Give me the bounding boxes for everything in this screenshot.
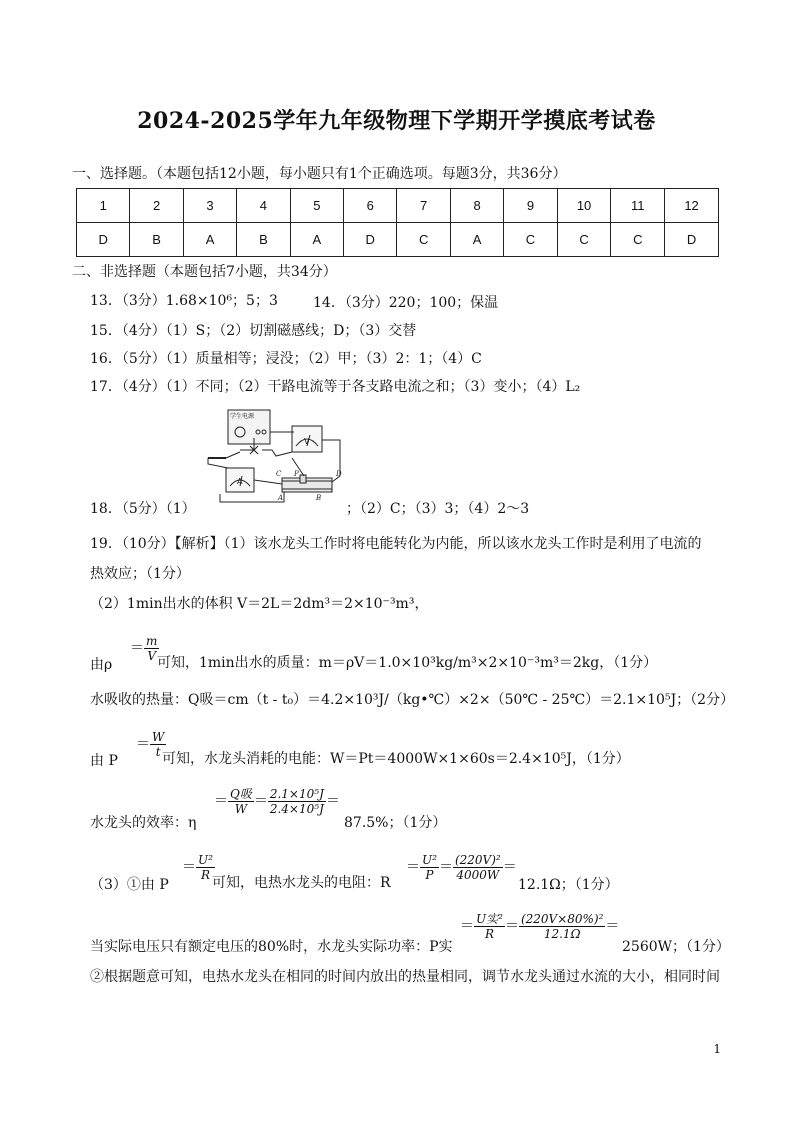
q19-heat: 水吸收的热量：Q吸＝cm（t - t₀）＝4.2×10³J/（kg•℃）×2×（50℃ - 25℃）＝2.1×10⁵J；（2分） [90,692,735,708]
eff-frac2-den: 2.4×10⁵J [269,802,324,816]
rho-frac-den: V [147,649,157,663]
pa-frac2-den: 12.1Ω [543,927,581,941]
answer-table-answer-cell: D [344,223,397,257]
rheostat-letter-a: A [278,494,284,502]
answer-table-number-cell: 6 [344,189,397,223]
pa-frac2-num: (220V×80%)² [520,912,604,926]
q19-r-mid: 可知，电热水龙头的电阻：R [212,875,391,891]
r-frac3-den: 4000W [456,868,500,882]
answer-table-answer-cell: C [504,223,557,257]
voltmeter-label: V [304,437,310,446]
circuit-diagram [200,406,348,514]
q19-p-prefix: 由 P [90,753,118,769]
answer-table-answer-cell: B [130,223,183,257]
answer-table-answer-cell: A [183,223,236,257]
r-frac1-den: R [200,868,210,882]
q16-answer: 16．（5分）（1）质量相等；浸没；（2）甲；（3）2：1；（4）C [90,351,482,367]
answer-table-number-cell: 5 [290,189,343,223]
r-frac2-num: U² [422,853,437,867]
q19-line3: （2）1min出水的体积 V＝2L＝2dm³＝2×10⁻³m³， [90,596,429,612]
eff-frac2-num: 2.1×10⁵J [269,787,324,801]
rheostat-letter-d: D [336,470,342,478]
q14-answer: 14．（3分）220；100；保温 [313,295,499,311]
answer-table-number-cell: 11 [611,189,665,223]
answer-table-number-cell: 3 [183,189,236,223]
rho-frac-num: m [146,634,158,648]
q19-pa-prefix: 当实际电压只有额定电压的80%时，水龙头实际功率：P实 [90,939,453,955]
q18-prefix: 18．（5分）（1） [90,501,196,517]
answer-table-number-cell: 12 [665,189,719,223]
r-frac1-num: U² [198,853,213,867]
q19-r-result: 12.1Ω；（1分） [518,877,619,893]
answer-table-answer-cell: C [557,223,611,257]
answer-table-answer-cell: C [397,223,450,257]
answer-table-number-cell: 8 [450,189,503,223]
q19-r-frac1: ＝ $\frac{\text{U²}}{R}$ [182,853,213,882]
q19-rho-prefix: 由ρ [90,657,113,673]
rheostat-body [282,478,332,492]
answer-table-number-cell: 7 [397,189,450,223]
answer-table-number-cell: 2 [130,189,183,223]
answer-table-answer-cell: D [665,223,719,257]
rheostat-letter-b: B [316,494,322,502]
q19-eff-result: 87.5%；（1分） [344,815,447,831]
eff-frac1-num: Q吸 [230,787,252,801]
r-frac2-den: P [425,868,434,882]
q19-eff-prefix: 水龙头的效率：η [90,815,197,831]
q19-r-prefix: （3）①由 P [90,877,169,893]
q18-suffix: ；（2）C；（3）3；（4）2～3 [346,501,530,517]
q19-pa-result: 2560W；（1分） [622,939,730,955]
q19-rho-result: 可知，1min出水的质量：m＝ρV＝1.0×10³kg/m³×2×10⁻³m³＝2kg，（1分） [157,655,658,671]
section1-heading: 一、选择题。（本题包括12小题，每小题只有1个正确选项。每题3分，共36分） [72,166,567,182]
answer-table-answer-cell: D [77,223,130,257]
q15-answer: 15．（4分）（1）S；（2）切割磁感线；D；（3）交替 [90,323,417,339]
q17-answer: 17．（4分）（1）不同；（2）干路电流等于各支路电流之和；（3）变小；（4）L₂ [90,379,581,395]
answer-table-answer-cell: A [450,223,503,257]
answer-table-number-row [77,189,719,223]
answer-table [76,188,719,257]
q19-line2: 热效应；（1分） [90,566,190,582]
q19-pa-fraction: ＝ $\frac{\text{U实²}}{R}$ ＝ $\frac{\text{(220V×80\%)²}}{12.1\Omega}$ ＝ [460,912,620,941]
answer-table-answer-cell: A [290,223,343,257]
r-frac3-num: (220V)² [454,853,501,867]
answer-table-number-cell: 10 [557,189,611,223]
rheostat-slider [300,475,306,483]
q19-rho-fraction: ＝ $\frac{m}{V}$ [130,634,158,663]
q19-eff-fraction: ＝ $\frac{\text{Q吸}}{W}$ ＝ $\frac{\text{2.1×10⁵J}}{\text{2.4×10⁵J}}$ ＝ [214,787,340,816]
supply-label: 学生电源 [230,413,255,420]
answer-table-answer-cell: B [237,223,290,257]
q19-last-line: ②根据题意可知，电热水龙头在相同的时间内放出的热量相同，调节水龙头通过水流的大小，相同时间 [90,969,720,985]
answer-table-answer-cell: C [611,223,665,257]
answer-table-answer-row [77,223,719,257]
pa-frac1-den: R [484,927,494,941]
answer-table-number-cell: 4 [237,189,290,223]
answer-table-number-cell: 9 [504,189,557,223]
p-frac-den: t [155,745,161,759]
section2-heading: 二、非选择题（本题包括7小题，共34分） [72,264,337,280]
q19-r-frac2: ＝ $\frac{\text{U²}}{P}$ ＝ $\frac{\text{(220V)²}}{4000W}$ ＝ [406,853,517,882]
page-title: 2024-2025学年九年级物理下学期开学摸底考试卷 [137,108,656,134]
q13-answer: 13．（3分）1.68×10⁶；5；3 [90,293,278,309]
q19-line1: 19．（10分）【解析】（1）该水龙头工作时将电能转化为内能，所以该水龙头工作时是利用了电流的 [90,536,702,552]
rheostat-letter-p: P [294,470,299,478]
ammeter-label: A [237,477,243,486]
pa-frac1-num: U实² [476,912,503,926]
q19-p-result: 可知，水龙头消耗的电能：W＝Pt＝4000W×1×60s＝2.4×10⁵J，（1分） [162,751,630,767]
p-frac-num: W [152,730,165,744]
answer-table-number-cell: 1 [77,189,130,223]
q19-p-fraction: ＝ $\frac{W}{t}$ [136,730,165,759]
rheostat-letter-c: C [276,470,282,478]
eff-frac1-den: W [234,802,248,816]
page-number: 1 [713,1042,721,1056]
